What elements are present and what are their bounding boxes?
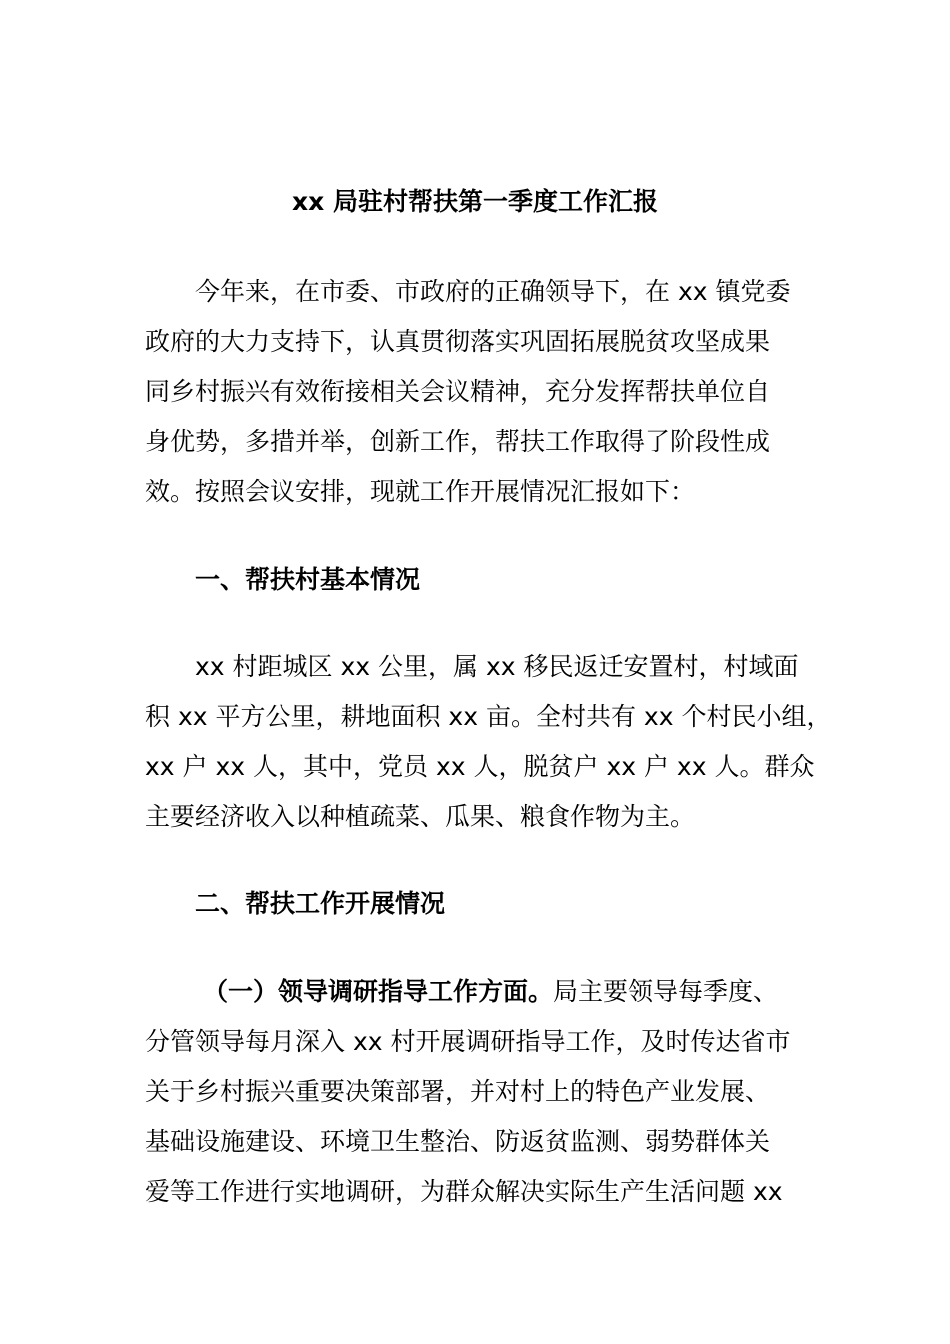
section1-line-3: xx 户 xx 人，其中，党员 xx 人，脱贫户 xx 户 xx 人。群众 [145, 752, 815, 781]
section2-sub1-line-5: 爱等工作进行实地调研，为群众解决实际生产生活问题 xx [145, 1177, 783, 1206]
intro-line-4: 身优势，多措并举，创新工作，帮扶工作取得了阶段性成 [145, 427, 771, 456]
section2-sub1-lead: （一）领导调研指导工作方面。 [203, 977, 554, 1006]
intro-line-3: 同乡村振兴有效衔接相关会议精神，充分发挥帮扶单位自 [145, 377, 771, 406]
intro-line-2: 政府的大力支持下，认真贯彻落实巩固拓展脱贫攻坚成果 [145, 327, 771, 356]
section2-heading: 二、帮扶工作开展情况 [195, 889, 446, 918]
section1-heading: 一、帮扶村基本情况 [195, 565, 421, 594]
section2-sub1-line-2: 分管领导每月深入 xx 村开展调研指导工作，及时传达省市 [145, 1027, 791, 1056]
section2-sub1-line-4: 基础设施建设、环境卫生整治、防返贫监测、弱势群体关 [145, 1127, 771, 1156]
document-title: xx 局驻村帮扶第一季度工作汇报 [292, 187, 658, 216]
section1-line-1: xx 村距城区 xx 公里，属 xx 移民返迁安置村，村域面 [195, 652, 799, 681]
section1-line-2: 积 xx 平方公里，耕地面积 xx 亩。全村共有 xx 个村民小组， [145, 702, 832, 731]
section2-sub1-first-line-rest: 局主要领导每季度、 [553, 977, 779, 1006]
intro-line-1: 今年来，在市委、市政府的正确领导下，在 xx 镇党委 [195, 277, 791, 306]
section2-sub1-line-1 [203, 972, 778, 1012]
section1-line-4: 主要经济收入以种植疏菜、瓜果、粮食作物为主。 [145, 802, 696, 831]
intro-line-5: 效。按照会议安排，现就工作开展情况汇报如下： [145, 477, 696, 506]
section2-sub1-line-3: 关于乡村振兴重要决策部署，并对村上的特色产业发展、 [145, 1077, 771, 1106]
